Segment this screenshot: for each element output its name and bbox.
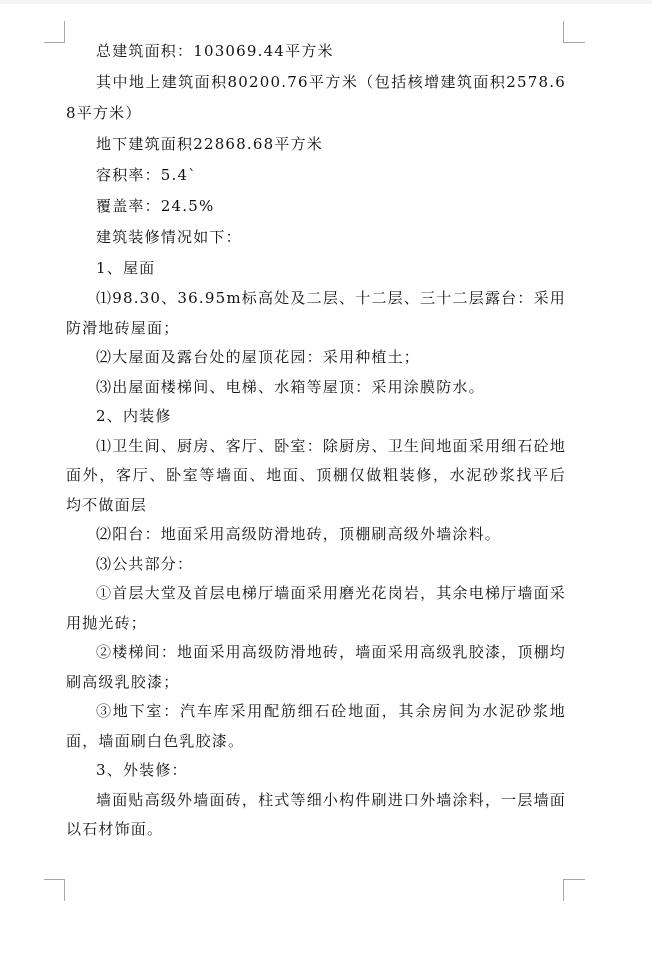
margin-corner-mark-bottom-left xyxy=(44,879,65,901)
heading-section-exterior: 3、外装修： xyxy=(96,761,188,779)
paragraph-coverage-ratio: 覆盖率：24.5% xyxy=(96,197,215,215)
document-body[interactable] xyxy=(66,36,566,845)
heading-section-interior: 2、内装修 xyxy=(96,407,172,425)
paragraph-underground-area: 地下建筑面积22868.68平方米 xyxy=(96,135,323,153)
paragraph-exterior-desc: 墙面贴高级外墙面砖，柱式等细小构件刷进口外墙涂料，一层墙面以石材饰面。 xyxy=(66,790,566,838)
margin-corner-mark-top-right xyxy=(563,21,585,43)
paragraph-roof-item-2: ⑵大屋面及露台处的屋顶花园：采用种植土； xyxy=(96,348,421,366)
paragraph-above-ground-area: 其中地上建筑面积80200.76平方米（包括核增建筑面积2578.68平方米） xyxy=(66,73,566,122)
paragraph-public-item-3: ③地下室：汽车库采用配筋细石砼地面，其余房间为水泥砂浆地面，墙面刷白色乳胶漆。 xyxy=(66,702,566,750)
paragraph-roof-item-1: ⑴98.30、36.95m标高处及二层、十二层、三十二层露台：采用防滑地砖屋面； xyxy=(66,289,566,337)
heading-section-roof: 1、屋面 xyxy=(96,259,156,277)
margin-corner-mark-bottom-right xyxy=(563,879,585,901)
paragraph-interior-item-1: ⑴卫生间、厨房、客厅、卧室：除厨房、卫生间地面采用细石砼地面外，客厅、卧室等墙面、地面、顶棚仅做粗装修，水泥砂浆找平后均不做面层 xyxy=(66,436,566,514)
window-top-strip xyxy=(0,0,652,4)
paragraph-plot-ratio: 容积率：5.4` xyxy=(96,166,197,184)
paragraph-interior-item-2: ⑵阳台：地面采用高级防滑地砖，顶棚刷高级外墙涂料。 xyxy=(96,525,502,543)
paragraph-roof-item-3: ⑶出屋面楼梯间、电梯、水箱等屋顶：采用涂膜防水。 xyxy=(96,377,485,396)
paragraph-total-area: 总建筑面积：103069.44平方米 xyxy=(96,42,334,60)
paragraph-decoration-intro: 建筑装修情况如下： xyxy=(96,228,242,246)
paragraph-public-item-1: ①首层大堂及首层电梯厅墙面采用磨光花岗岩，其余电梯厅墙面采用抛光砖； xyxy=(66,584,566,632)
paragraph-public-item-2: ②楼梯间：地面采用高级防滑地砖，墙面采用高级乳胶漆，顶棚均刷高级乳胶漆； xyxy=(66,643,566,691)
paragraph-interior-item-3: ⑶公共部分： xyxy=(96,554,194,573)
margin-corner-mark-top-left xyxy=(44,21,65,43)
